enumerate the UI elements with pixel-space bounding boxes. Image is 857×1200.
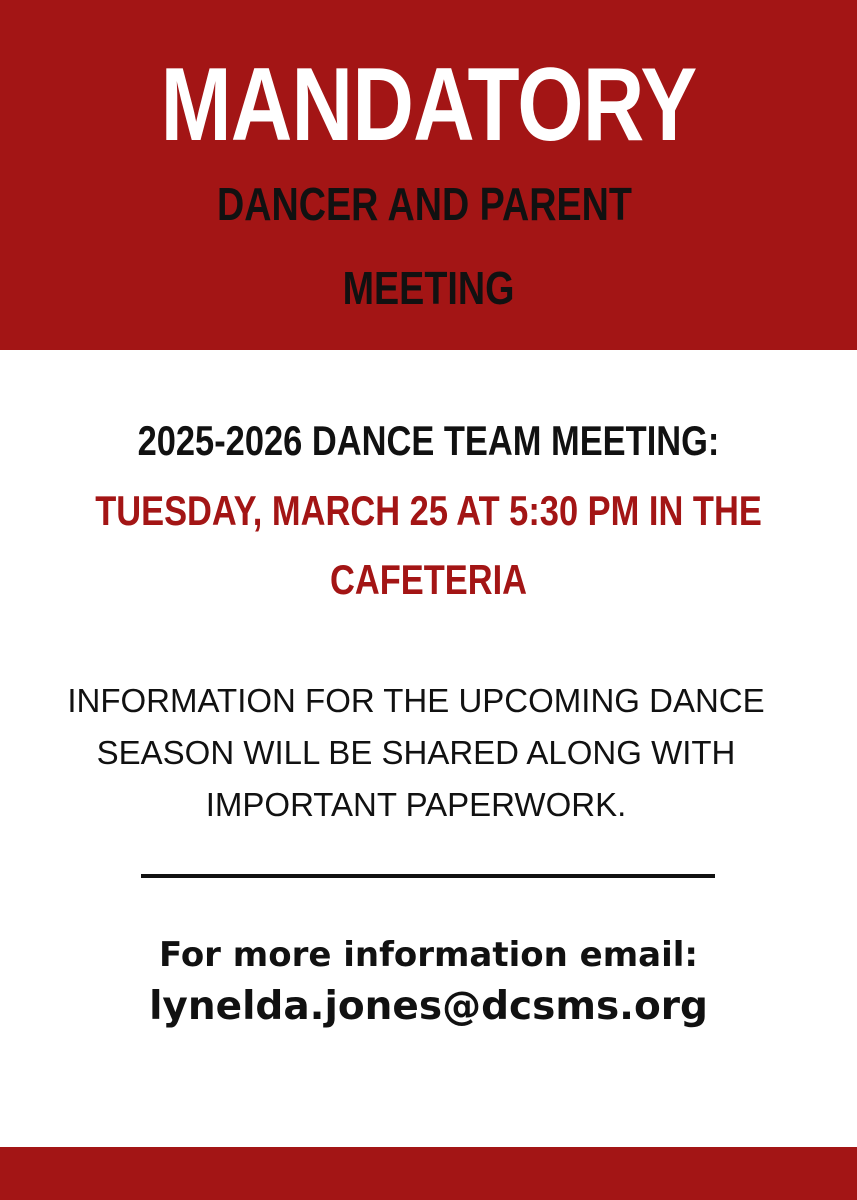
info-paragraph bbox=[0, 675, 832, 831]
info-line: SEASON WILL BE SHARED ALONG WITH bbox=[96, 734, 736, 771]
divider bbox=[141, 874, 715, 878]
flyer-subtitle-line-2: MEETING bbox=[342, 262, 515, 314]
contact-label: For more information email: bbox=[158, 935, 699, 975]
flyer-title: MANDATORY bbox=[160, 47, 697, 163]
contact-email: lynelda.jones@dcsms.org bbox=[149, 984, 708, 1029]
info-line: INFORMATION FOR THE UPCOMING DANCE bbox=[67, 682, 765, 719]
meeting-label: 2025-2026 DANCE TEAM MEETING: bbox=[137, 417, 720, 464]
meeting-datetime-line-1: TUESDAY, MARCH 25 AT 5:30 PM IN THE bbox=[95, 487, 762, 534]
info-line: IMPORTANT PAPERWORK. bbox=[205, 786, 627, 823]
meeting-datetime-line-2: CAFETERIA bbox=[329, 556, 528, 603]
flyer-subtitle-line-1: DANCER AND PARENT bbox=[217, 178, 632, 230]
footer-banner bbox=[0, 1147, 857, 1200]
